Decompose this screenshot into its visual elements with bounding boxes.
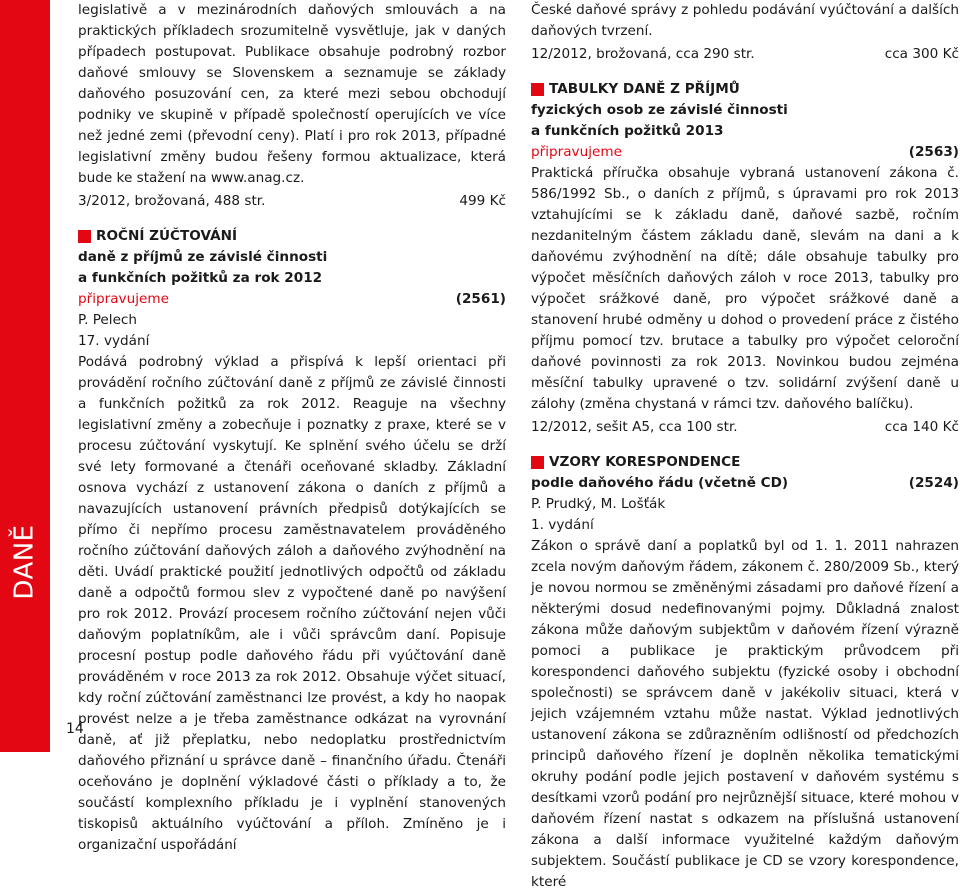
book-author: P. Prudký, M. Lošťák: [531, 496, 666, 512]
book-code: (2561): [455, 291, 506, 307]
book-subtitle-row: [531, 473, 959, 494]
right-intro-price: cca 300 Kč: [884, 46, 959, 62]
book-subtitle: a funkčních požitků 2013: [531, 123, 724, 139]
left-intro-info: 3/2012, brožovaná, 488 str.: [78, 193, 266, 209]
section-label: [2, 512, 48, 612]
page-number: 14: [66, 721, 84, 737]
book-edition: 1. vydání: [531, 517, 594, 533]
book-subtitle: daně z příjmů ze závislé činnosti: [78, 249, 328, 265]
book-code: (2563): [908, 144, 959, 160]
right-intro-meta: [531, 44, 959, 65]
book-description: Zákon o správě daní a poplatků byl od 1. 1. 2011 nahrazen zcela novým daňovým řádem, zákonem č. 280/2009 Sb., který je novou normou se změněnými zásadami pro daňové řízení a některými dosud nedefinovanými pojmy. Důkladná znalost zákona může daňovým subjektům v daňovém řízení výrazně pomoci a publikace je praktickým průvodcem při korespondenci daňového subjektu (fyzické osoby i obchodní společnosti) se správcem daně v jakékoliv situaci, která v jejich vzájemném vztahu může nastat. Výklad jednotlivých ustanovení zákona se zdůrazněním odlišností od předchozích principů daňového řízení je doplněn několika tematickými okruhy podání podle jejich postavení v daňovém systému s desítkami vzorů podání pro nejrůznější situace, které mohou v daňovém řízení nastat s odkazem na příslušná ustanovení zákona a další informace využitelné každým daňovým subjektem. Součástí publikace je CD se vzory korespondence, které: [531, 538, 959, 890]
book-subtitle: podle daňového řádu (včetně CD): [531, 475, 789, 491]
book-title: TABULKY DANĚ Z PŘÍJMŮ: [549, 81, 740, 97]
section-sidebar: [0, 0, 50, 752]
right-intro-info: 12/2012, brožovaná, cca 290 str.: [531, 46, 755, 62]
book-meta: [531, 417, 959, 438]
book-code: (2524): [908, 475, 959, 491]
left-intro-price: 499 Kč: [459, 193, 506, 209]
book-edition: 17. vydání: [78, 333, 150, 349]
section-label-text: DANĚ: [10, 524, 41, 600]
right-intro-text: České daňové správy z pohledu podávání vyúčtování a dalších daňových tvrzení.: [531, 2, 959, 39]
book-heading-rocni: [78, 226, 506, 247]
book-heading-tabulky: [531, 79, 959, 100]
red-square-icon: [531, 83, 544, 96]
right-column: [531, 0, 959, 893]
book-meta-info: 12/2012, sešit A5, cca 100 str.: [531, 419, 738, 435]
book-status-row: [78, 289, 506, 310]
left-column: [78, 0, 506, 856]
book-status-row: [531, 142, 959, 163]
left-intro-text: legislativě a v mezinárodních daňových smlouvách a na praktických příkladech srozumitelně vysvětluje, jak v daných případech postupovat. Publikace obsahuje podrobný rozbor daňové smlouvy se Slovenskem a seznamuje se základy daňového posuzování cen, za které mezi sebou obchodují podniky ve skupině v případě společností operujících ve více než jedné zemi (převodní ceny). Platí i pro rok 2013, případné legislativní změny budou řešeny formou aktualizace, která bude ke stažení na www.anag.cz.: [78, 2, 506, 186]
book-subtitle: a funkčních požitků za rok 2012: [78, 270, 323, 286]
left-intro-meta: [78, 191, 506, 212]
book-description: Praktická příručka obsahuje vybraná ustanovení zákona č. 586/1992 Sb., o daních z příjmů, s úpravami pro rok 2013 vztahujícími se k základu daně, daňové sazbě, ročním nezdanitelným částem základu daně, slevám na dani a k daňovému zvýhodnění na dítě; dále obsahuje tabulky pro výpočet měsíčních daňových záloh v roce 2013, tabulky pro výpočet srážkové daně, pro výpočet srážkové daně a stanovení hrubé odměny u dohod o provedení práce z čistého příjmu pomocí tzv. brutace a tabulky pro výpočet celoroční daňové povinnosti za rok 2013. Novinkou budou zejména měsíční tabulky upravené o tzv. solidární zvýšení daně u zálohy (změna chystaná v rámci tzv. daňového balíčku).: [531, 165, 959, 412]
book-heading-vzory: [531, 452, 959, 473]
book-description: Podává podrobný výklad a přispívá k lepší orientaci při provádění ročního zúčtování daně z příjmů ze závislé činnosti a funkčních požitků za rok 2012. Reaguje na všechny legislativní změny a zobecňuje i poznatky z praxe, které se v procesu zúčtování vyskytují. Ke splnění svého účelu se drží své lety formované a čtenáři oceňované skladby. Základní osnova vychází z ustanovení zákona o daních z příjmů a navazujících ustanovení právních předpisů dotýkajících se přímo či nepřímo procesu zaměstnavatelem prováděného ročního zúčtování daňových záloh a daňového zvýhodnění na děti. Uvádí praktické použití jednotlivých odpočtů od základu daně a odpočtů formou slev z vypočtené daně po navýšení pro rok 2012. Provází procesem ročního zúčtování nejen vůči daňovým poplatníkům, ale i vůči správcům daní. Popisuje procesní postup podle daňového řádu při vyúčtování daně prováděném v roce 2013 za rok 2012. Obsahuje výčet situací, kdy roční zúčtování zaměstnanci lze provést, a kdy ho naopak provést nelze a je třeba zaměstnance odkázat na vyrovnání daně, ať již přeplatku, nebo nedoplatku prostřednictvím daňového přiznání u správce daně – finančního úřadu. Čtenáři oceňováno je doplnění výkladové části o příklady a to, že součástí komplexního příkladu je i vyplnění stanovených tiskopisů aktuálního vyúčtování a příloh. Zmíněno je i organizační uspořádání: [78, 354, 506, 853]
book-meta-price: cca 140 Kč: [884, 419, 959, 435]
book-status: připravujeme: [531, 144, 622, 160]
book-status: připravujeme: [78, 291, 169, 307]
red-square-icon: [78, 230, 91, 243]
book-title: ROČNÍ ZÚČTOVÁNÍ: [96, 228, 238, 244]
book-title: VZORY KORESPONDENCE: [549, 454, 741, 470]
book-author: P. Pelech: [78, 312, 138, 328]
red-square-icon: [531, 456, 544, 469]
book-subtitle: fyzických osob ze závislé činnosti: [531, 102, 788, 118]
